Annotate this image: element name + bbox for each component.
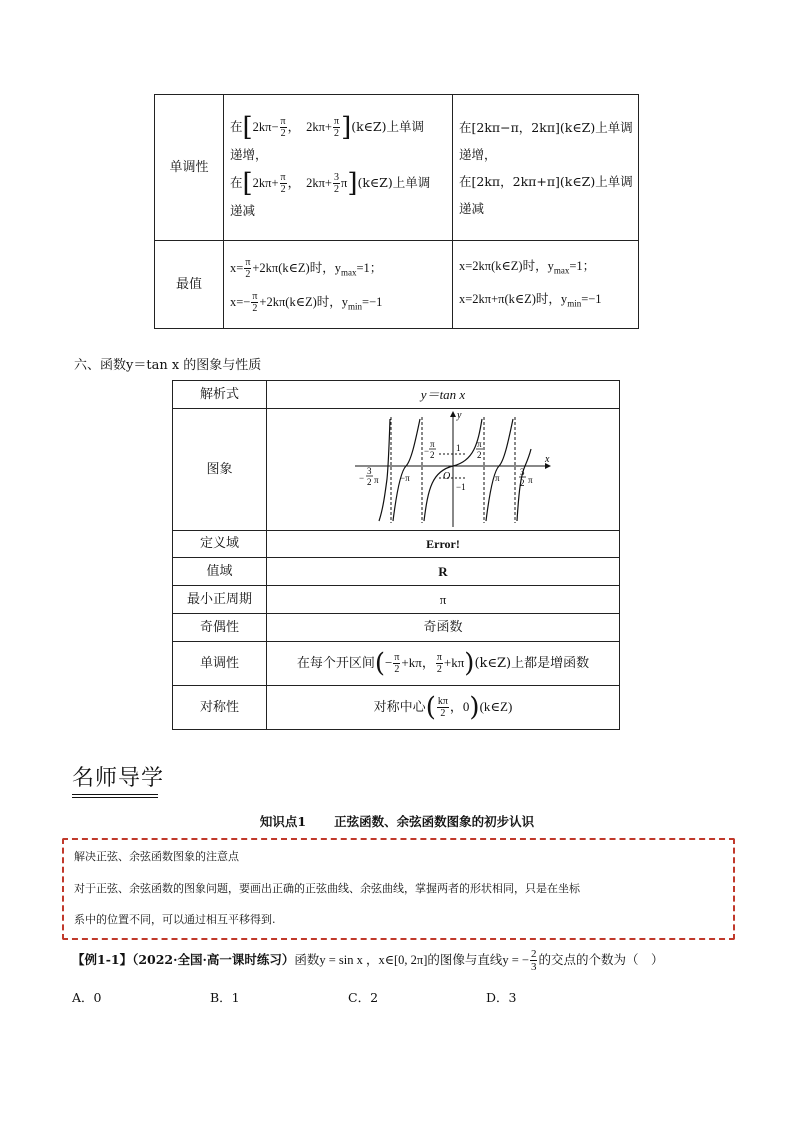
- option-c[interactable]: C．2: [348, 990, 379, 1005]
- domain-label-cell: [173, 531, 267, 558]
- pi-over-2-fraction: [436, 652, 443, 675]
- graph-cell: [267, 409, 620, 531]
- neg-pi-label: −π: [400, 473, 410, 483]
- neg-pi2-den: 2: [430, 450, 435, 460]
- text-prefix: 在: [230, 174, 243, 190]
- pi-over-2-fraction: [393, 652, 400, 675]
- note-line-1: 对于正弦、余弦函数的图象问题，要画出正确的正弦曲线、余弦曲线，掌握两者的形状相同，只是在坐标: [74, 882, 580, 895]
- knowledge-title: 正弦函数、余弦函数图象的初步认识: [334, 814, 535, 829]
- kpi-over-2-fraction: [437, 696, 449, 719]
- neg-3pi2-den: 2: [367, 477, 372, 487]
- extremum-label: 最值: [175, 276, 202, 292]
- tan-graph: [267, 409, 619, 530]
- pi-symbol: π: [341, 175, 348, 190]
- example-text-part2: 的交点的个数为（ ）: [538, 952, 664, 967]
- expression-label: 解析式: [199, 386, 239, 402]
- sin-increasing-interval: 在[2kπ− $\frac{\pi}{2}$ ， 2kπ+ $\frac{\pi}{2}$ ](k∈Z)上单调: [230, 112, 424, 142]
- bracket-left: [: [242, 168, 253, 198]
- math-term: 2kπ−: [252, 119, 279, 134]
- cos-min-line: [459, 285, 638, 318]
- text-suffix: (k∈Z)上单调: [357, 174, 431, 190]
- fraction-numerator: 2: [530, 948, 537, 960]
- note-box: [62, 838, 735, 940]
- fraction-denominator: 2: [280, 183, 286, 195]
- bracket-right: ]: [341, 112, 352, 142]
- fraction-numerator: π: [394, 652, 400, 663]
- example-text-part1: 函数y = sin x ，x∈[0, 2π]的图像与直线y = −: [294, 953, 529, 967]
- graph-label-cell: [173, 409, 267, 531]
- range-label: 值域: [206, 563, 233, 579]
- symmetry-label-cell: [173, 686, 267, 730]
- fraction-denominator: 2: [394, 664, 400, 675]
- tan-branch-1: [393, 419, 420, 521]
- pi2-num: π: [477, 439, 482, 449]
- math-term: +2kπ(k∈Z)时，y: [252, 260, 341, 275]
- fraction-denominator: 2: [440, 708, 446, 719]
- cos-max-line: [459, 252, 638, 285]
- fraction-numerator: kπ: [437, 696, 448, 707]
- one-label: 1: [456, 443, 461, 453]
- period-value-cell: [267, 586, 620, 614]
- option-a[interactable]: A．0: [72, 990, 102, 1005]
- math-term: x=: [230, 260, 244, 275]
- text-prefix: 对称中心: [373, 700, 426, 715]
- math-term: =1；: [569, 259, 596, 273]
- section-title: 六、函数y＝tan x 的图象与性质: [74, 358, 262, 373]
- math-term: x=−: [230, 294, 251, 309]
- heading-underline-top: [72, 794, 158, 795]
- range-label-cell: [173, 558, 267, 586]
- math-term: =−1: [362, 294, 383, 309]
- text-line: 在[2kπ，2kπ+π](k∈Z)上单调: [459, 173, 633, 189]
- tan-branch-left-partial: [379, 419, 390, 521]
- paren-left: (: [374, 648, 386, 679]
- text-suffix: (k∈Z)上都是增函数: [474, 656, 590, 671]
- fraction-denominator: 2: [252, 303, 258, 315]
- three-over-2-fraction: [333, 172, 340, 195]
- text-prefix: 在每个开区间: [296, 656, 375, 671]
- cos-extremum-cell: [453, 241, 639, 329]
- sin-monotonicity-cell: [224, 95, 453, 241]
- tan-monotonicity-label-cell: [173, 642, 267, 686]
- tan-branch-3: [486, 419, 513, 521]
- parity-label-cell: [173, 614, 267, 642]
- example-source: （2022·全国·高一课时练习）: [132, 952, 295, 967]
- pi-over-2-fraction: [280, 116, 287, 139]
- symmetry-label: 对称性: [199, 699, 239, 715]
- text-prefix: 在: [230, 118, 243, 134]
- bracket-right: ]: [347, 168, 358, 198]
- origin-label: O: [443, 471, 451, 482]
- knowledge-number: 知识点1: [259, 814, 307, 829]
- knowledge-point-title: [0, 812, 794, 830]
- y-axis-arrow-icon: [450, 411, 456, 417]
- math-term: +kπ: [443, 655, 465, 670]
- math-term: +kπ，: [401, 655, 435, 670]
- neg-3pi2-pi: π: [374, 475, 379, 485]
- parity-label: 奇偶性: [199, 619, 239, 635]
- subscript: min: [348, 301, 363, 311]
- text-line: 递减: [459, 200, 485, 216]
- sin-min-line: [230, 285, 452, 319]
- sin-max-line: [230, 251, 452, 285]
- neg-3pi2-num: 3: [367, 466, 372, 476]
- neg-pi2-num: π: [430, 439, 435, 449]
- tan-monotonicity-value: [296, 648, 590, 679]
- three-pi2-den: 2: [520, 478, 525, 488]
- fraction-numerator: π: [436, 652, 442, 663]
- period-value: π: [439, 591, 447, 607]
- option-b[interactable]: B．1: [210, 990, 240, 1005]
- symmetry-value: [373, 692, 513, 723]
- tan-monotonicity-label: 单调性: [199, 655, 239, 671]
- math-term: =1；: [356, 260, 383, 275]
- three-pi2-pi: π: [528, 475, 533, 485]
- math-term: 2kπ+: [306, 175, 332, 190]
- sin-extremum-cell: [224, 241, 453, 329]
- tan-monotonicity-value-cell: [267, 642, 620, 686]
- neg-one-label: −1: [456, 482, 466, 492]
- domain-value: Error!: [426, 537, 460, 551]
- section-heading: [72, 766, 164, 798]
- fraction-denominator: 2: [436, 664, 442, 675]
- example-tag: 【例1-1】: [72, 952, 133, 967]
- math-term: ，0: [449, 699, 470, 714]
- x-axis-label: x: [545, 454, 550, 465]
- fraction-denominator: 2: [334, 127, 340, 139]
- cos-monotonicity-cell: [453, 95, 639, 241]
- pi2-den: 2: [477, 450, 482, 460]
- text-line: 在[2kπ−π，2kπ](k∈Z)上单调: [459, 119, 633, 135]
- text-line: 递增，: [459, 146, 497, 162]
- fraction-numerator: π: [280, 171, 286, 183]
- math-term: 2kπ+: [252, 175, 279, 190]
- symmetry-value-cell: [267, 686, 620, 730]
- subscript: max: [340, 267, 357, 277]
- fraction-denominator: 2: [245, 269, 251, 281]
- math-term: −: [385, 655, 393, 670]
- math-term: +2kπ(k∈Z)时，y: [259, 294, 348, 309]
- pi-label: π: [495, 473, 500, 483]
- math-term: x=2kπ(k∈Z)时，y: [459, 259, 554, 273]
- math-term: 2kπ+: [306, 119, 332, 134]
- expression-value-cell: [267, 381, 620, 409]
- subscript: max: [553, 265, 570, 276]
- bracket-left: [: [242, 112, 253, 142]
- text-line: 递减: [230, 202, 256, 218]
- fraction-numerator: 3: [334, 171, 339, 183]
- monotonicity-label-cell: [155, 95, 224, 241]
- pi-over-2-fraction: [280, 172, 287, 195]
- heading-underline-bottom: [72, 797, 158, 798]
- text-suffix: (k∈Z): [479, 699, 513, 714]
- neg-pi2-sign: −: [424, 446, 430, 456]
- fraction-denominator: 2: [280, 127, 286, 139]
- graph-label: 图象: [206, 461, 233, 477]
- sin-decreasing-interval: 在[2kπ+ $\frac{\pi}{2}$ ， 2kπ+ $\frac{3}{2}$ π](k∈Z)上单调: [230, 168, 431, 198]
- paren-right: ): [464, 648, 475, 679]
- heading-text: 名师导学: [72, 766, 165, 791]
- two-thirds-fraction: [530, 948, 538, 973]
- math-term: =−1: [581, 291, 602, 306]
- domain-label: 定义域: [199, 536, 239, 551]
- note-title: 解决正弦、余弦函数图象的注意点: [74, 850, 239, 863]
- domain-value-cell: [267, 531, 620, 558]
- fraction-numerator: π: [334, 115, 340, 127]
- subscript: min: [567, 298, 582, 308]
- text-suffix: (k∈Z)上单调: [351, 118, 424, 134]
- range-value-cell: [267, 558, 620, 586]
- paren-left: (: [425, 692, 436, 723]
- fraction-numerator: π: [245, 257, 251, 269]
- example-question: [72, 946, 664, 974]
- fraction-numerator: π: [252, 291, 258, 303]
- fraction-denominator: 3: [530, 961, 537, 973]
- monotonicity-label: 单调性: [169, 159, 209, 175]
- neg-3pi2-sign: −: [359, 473, 365, 483]
- expression-value: y＝tan x: [420, 386, 466, 402]
- pi-over-2-fraction: [251, 291, 258, 314]
- period-label: 最小正周期: [186, 591, 252, 607]
- text-line: 递增，: [230, 146, 268, 162]
- period-label-cell: [173, 586, 267, 614]
- pi-over-2-fraction: [244, 257, 251, 280]
- parity-value: 奇函数: [423, 619, 463, 635]
- range-value: R: [438, 563, 448, 579]
- option-d[interactable]: D．3: [486, 990, 517, 1005]
- tan-property-table: [172, 380, 620, 730]
- sin-cos-property-table: [154, 94, 639, 329]
- expression-label-cell: [173, 381, 267, 409]
- extremum-label-cell: [155, 241, 224, 329]
- three-pi2-num: 3: [520, 467, 525, 477]
- y-axis-label: y: [457, 410, 462, 421]
- math-term: x=2kπ+π(k∈Z)时，y: [459, 291, 568, 306]
- note-line-2: 系中的位置不同，可以通过相互平移得到.: [74, 913, 276, 926]
- pi-over-2-fraction: [333, 116, 340, 139]
- paren-right: ): [469, 692, 480, 723]
- fraction-numerator: π: [280, 115, 286, 127]
- parity-value-cell: [267, 614, 620, 642]
- fraction-denominator: 2: [334, 183, 339, 195]
